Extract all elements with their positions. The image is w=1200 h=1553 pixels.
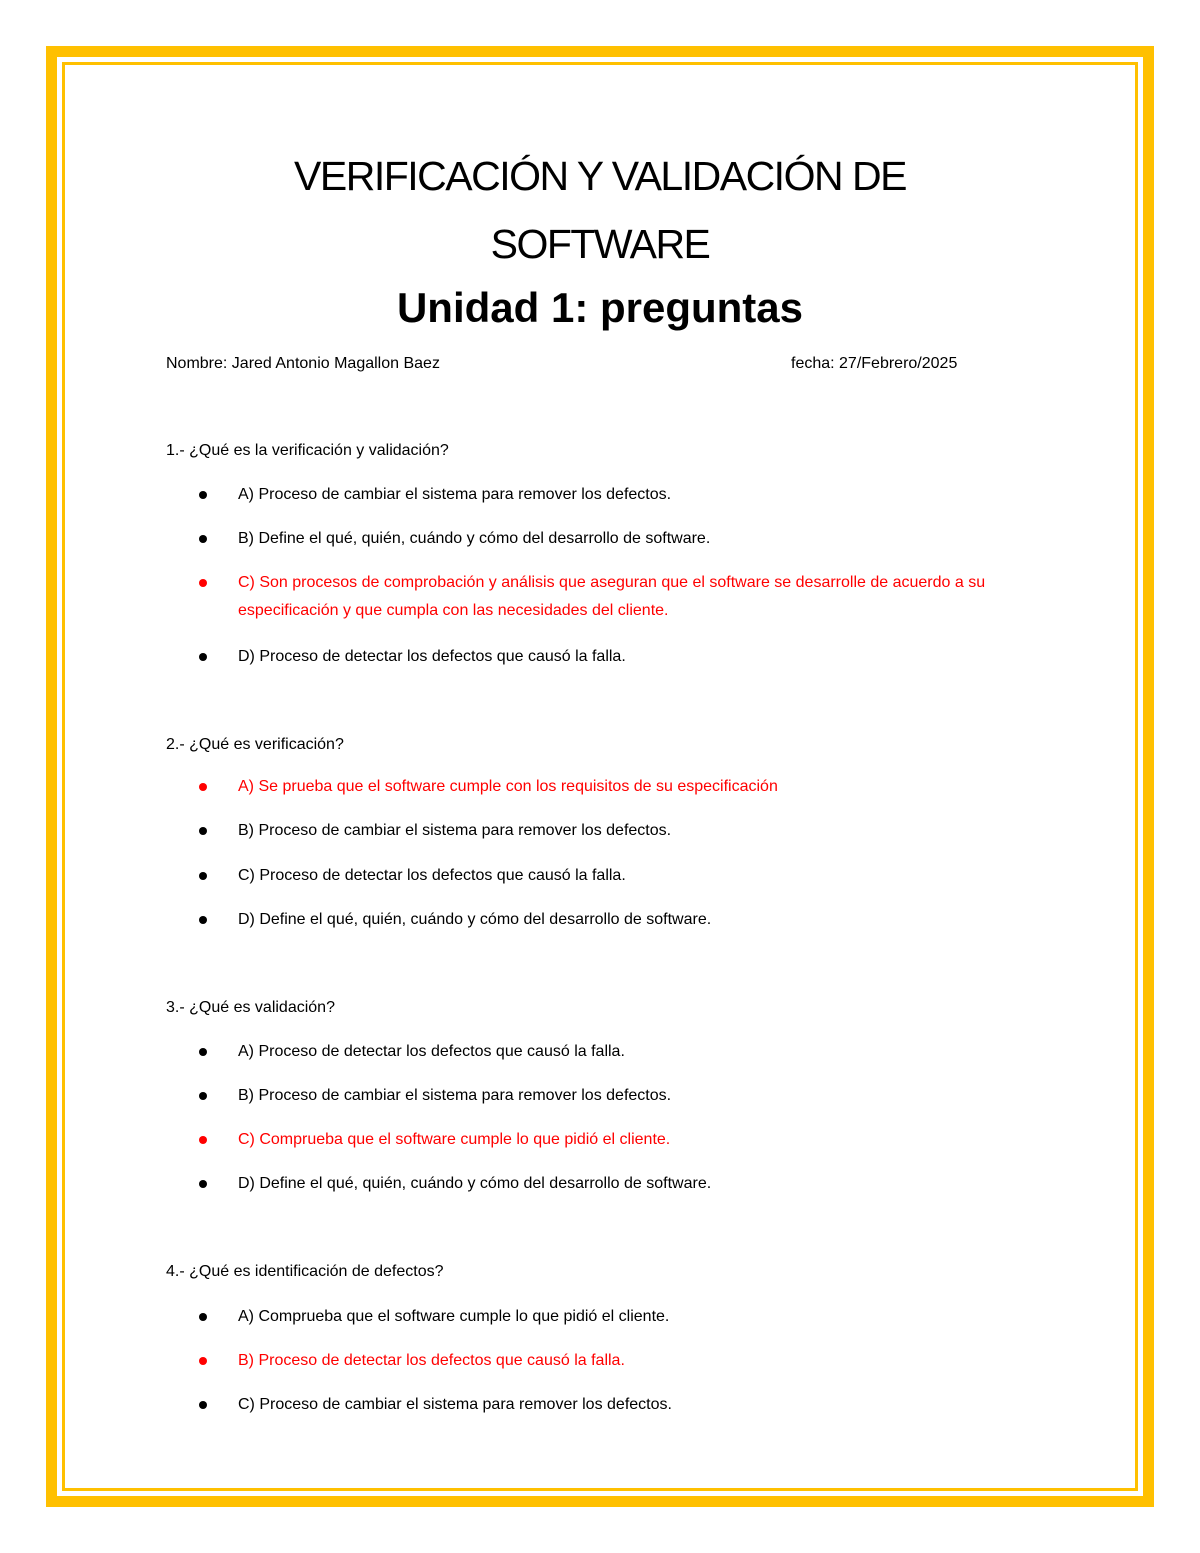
document-subtitle: Unidad 1: preguntas [396, 284, 804, 331]
document-title-line2: SOFTWARE [490, 221, 710, 267]
question-3-option-d: D) Define el qué, quién, cuándo y cómo del desarrollo de software. [238, 1175, 712, 1192]
bullet-icon [199, 653, 207, 661]
question-2-option-d: D) Define el qué, quién, cuándo y cómo del desarrollo de software. [238, 911, 712, 928]
bullet-icon [199, 783, 207, 791]
document-title-line1: VERIFICACIÓN Y VALIDACIÓN DE [294, 153, 906, 199]
question-4: 4.- ¿Qué es identificación de defectos? [166, 1263, 444, 1280]
question-3-option-a: A) Proceso de detectar los defectos que causó la falla. [238, 1043, 625, 1060]
question-4-option-a: A) Comprueba que el software cumple lo que pidió el cliente. [238, 1308, 670, 1325]
bullet-icon [199, 1092, 207, 1100]
bullet-icon [199, 1180, 207, 1188]
bullet-icon [199, 535, 207, 543]
question-1: 1.- ¿Qué es la verificación y validación? [166, 442, 449, 459]
question-1-option-a: A) Proceso de cambiar el sistema para remover los defectos. [238, 486, 672, 503]
bullet-icon [199, 1357, 207, 1365]
bullet-icon [199, 1401, 207, 1409]
question-2: 2.- ¿Qué es verificación? [166, 736, 344, 753]
bullet-icon [199, 1048, 207, 1056]
question-3-option-c: C) Comprueba que el software cumple lo que pidió el cliente. [238, 1131, 671, 1148]
question-2-option-a: A) Se prueba que el software cumple con los requisitos de su especificación [238, 778, 778, 795]
question-4-option-b: B) Proceso de detectar los defectos que causó la falla. [238, 1352, 625, 1369]
question-2-option-c: C) Proceso de detectar los defectos que causó la falla. [238, 867, 626, 884]
bullet-icon [199, 1313, 207, 1321]
document-date: fecha: 27/Febrero/2025 [791, 355, 958, 372]
question-1-option-c: C) Son procesos de comprobación y análisis que aseguran que el software se desarrolle de acuerdo a su especificación y que cumpla con las necesidades del cliente. [238, 574, 986, 619]
question-3: 3.- ¿Qué es validación? [166, 999, 335, 1016]
bullet-icon [199, 579, 207, 587]
question-4-option-c: C) Proceso de cambiar el sistema para remover los defectos. [238, 1396, 672, 1413]
question-1-option-b: B) Define el qué, quién, cuándo y cómo del desarrollo de software. [238, 530, 711, 547]
bullet-icon [199, 827, 207, 835]
bullet-icon [199, 1136, 207, 1144]
question-2-option-b: B) Proceso de cambiar el sistema para remover los defectos. [238, 822, 672, 839]
question-1-option-d: D) Proceso de detectar los defectos que causó la falla. [238, 648, 626, 665]
bullet-icon [199, 916, 207, 924]
student-name: Nombre: Jared Antonio Magallon Baez [166, 355, 440, 372]
bullet-icon [199, 872, 207, 880]
question-3-option-b: B) Proceso de cambiar el sistema para remover los defectos. [238, 1087, 672, 1104]
bullet-icon [199, 491, 207, 499]
